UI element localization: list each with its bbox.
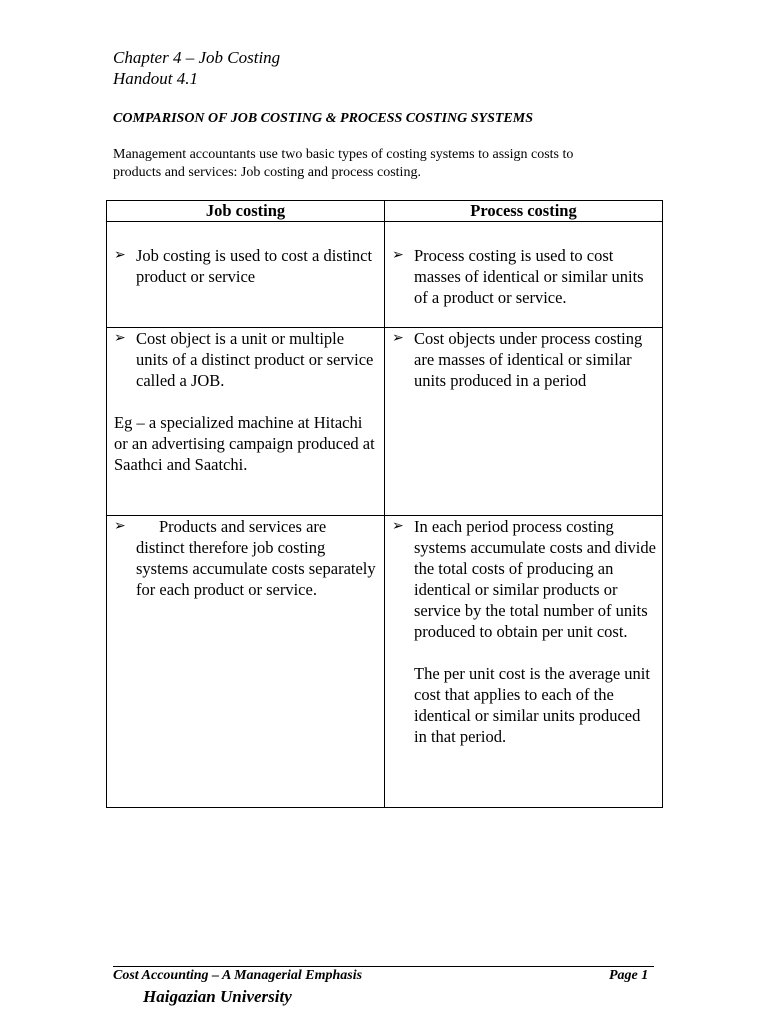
bullet-item [392, 516, 656, 642]
table-cell [107, 222, 385, 328]
arrow-bullet-icon: ➢ [114, 248, 126, 263]
bullet-item [392, 328, 656, 391]
intro-line: products and services: Job costing and process costing. [113, 165, 421, 180]
cell-text: Cost object is a unit or multiple units of a distinct product or service called a JOB. [136, 329, 374, 390]
footer-book-title: Cost Accounting – A Managerial Emphasis [113, 968, 363, 983]
footer-university: Haigazian University [143, 987, 292, 1006]
header-process-costing: Process costing [385, 201, 663, 222]
footer-page-number: Page 1 [609, 968, 649, 983]
footer-divider [113, 966, 654, 967]
note-text: The per unit cost is the average unit cost that applies to each of the identical or similar units produced in that period. [414, 664, 650, 746]
comparison-table [106, 200, 663, 808]
header-job-costing: Job costing [107, 201, 385, 222]
bullet-item [114, 245, 378, 287]
cell-text: Products and services are distinct therefore job costing systems accumulate costs separately for each product or service. [136, 517, 376, 599]
table-row [107, 516, 663, 808]
arrow-bullet-icon: ➢ [392, 331, 404, 346]
table-row [107, 328, 663, 516]
table-header-row [107, 201, 663, 222]
handout-number: Handout 4.1 [113, 69, 198, 88]
bullet-item [114, 328, 378, 391]
arrow-bullet-icon: ➢ [114, 331, 126, 346]
arrow-bullet-icon: ➢ [392, 248, 404, 263]
chapter-heading [113, 47, 280, 89]
arrow-bullet-icon: ➢ [392, 519, 404, 534]
intro-line: Management accountants use two basic types of costing systems to assign costs to [113, 147, 574, 162]
example-text: Eg – a specialized machine at Hitachi or an advertising campaign produced at Saathci and Saatchi. [114, 413, 375, 474]
chapter-title: Chapter 4 – Job Costing [113, 48, 281, 67]
cell-text: In each period process costing systems accumulate costs and divide the total costs of producing an identical or similar products or service by the total number of units produced to obtain per unit cost. [414, 517, 656, 641]
intro-paragraph [113, 146, 653, 182]
table-cell [107, 328, 385, 516]
section-title: COMPARISON OF JOB COSTING & PROCESS COSTING SYSTEMS [113, 111, 533, 126]
cell-text: Cost objects under process costing are masses of identical or similar units produced in a period [414, 329, 643, 390]
table-cell [385, 516, 663, 808]
arrow-bullet-icon: ➢ [114, 519, 126, 534]
bullet-item [114, 516, 378, 600]
table-row [107, 222, 663, 328]
table-cell [107, 516, 385, 808]
table-cell [385, 222, 663, 328]
bullet-item [392, 245, 656, 308]
table-cell [385, 328, 663, 516]
cell-text: Job costing is used to cost a distinct product or service [136, 246, 373, 286]
cell-text: Process costing is used to cost masses of identical or similar units of a product or service. [414, 246, 644, 307]
